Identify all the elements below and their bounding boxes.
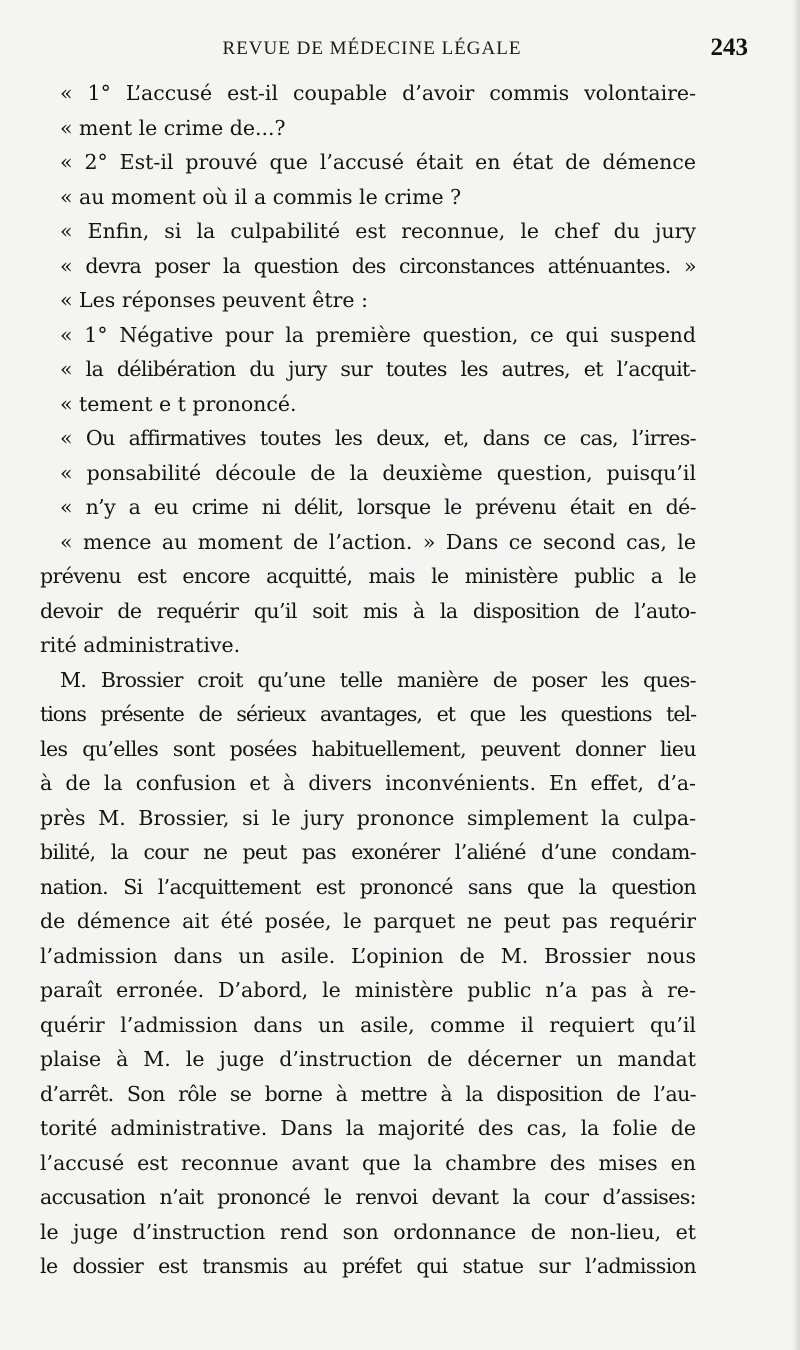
text-line: l’admission dans un asile. L’opinion de M. Brossier nous <box>40 943 696 968</box>
text-line: le dossier est transmis au préfet qui statue sur l’admission <box>40 1254 696 1278</box>
text-line: « ponsabilité découle de la deuxième question, puisqu’il <box>60 460 696 485</box>
text-line: « Ou affirmatives toutes les deux, et, dans ce cas, l’irres- <box>60 426 696 450</box>
text-line: « Enfin, si la culpabilité est reconnue, le chef du jury <box>60 219 696 243</box>
text-line: quérir l’admission dans un asile, comme il requiert qu’il <box>40 1012 696 1037</box>
text-line: « 1° L’accusé est-il coupable d’avoir commis volontaire- <box>60 81 696 105</box>
text-line: « mence au moment de l’action. » Dans ce second cas, le <box>60 529 696 554</box>
text-line: tions présente de sérieux avantages, et que les questions tel- <box>40 702 696 726</box>
text-line: « au moment où il a commis le crime ? <box>60 184 462 209</box>
text-line: d’arrêt. Son rôle se borne à mettre à la disposition de l’au- <box>40 1081 696 1106</box>
text-line: paraît erronée. D’abord, le ministère public n’a pas à re- <box>40 978 696 1002</box>
text-line: à de la confusion et à divers inconvénients. En effet, d’a- <box>40 771 696 795</box>
text-line: accusation n’ait prononcé le renvoi devant la cour d’assises: <box>40 1185 696 1209</box>
text-line: près M. Brossier, si le jury prononce simplement la culpa- <box>40 805 696 830</box>
text-line: rité administrative. <box>40 633 241 657</box>
text-line: « ment le crime de...? <box>60 115 286 140</box>
running-head <box>40 34 748 64</box>
text-line: les qu’elles sont posées habituellement, peuvent donner lieu <box>40 736 696 761</box>
text-line: « Les réponses peuvent être : <box>60 288 368 312</box>
text-line: le juge d’instruction rend son ordonnance de non-lieu, et <box>40 1219 696 1244</box>
text-line: devoir de requérir qu’il soit mis à la disposition de l’auto- <box>40 598 696 623</box>
text-line: « n’y a eu crime ni délit, lorsque le prévenu était en dé- <box>60 495 696 519</box>
text-line: bilité, la cour ne peut pas exonérer l’aliéné d’une condam- <box>40 840 696 864</box>
body-text <box>40 76 696 1284</box>
text-line: nation. Si l’acquittement est prononcé sans que la question <box>40 874 696 899</box>
text-line: prévenu est encore acquitté, mais le ministère public a le <box>40 564 696 588</box>
text-line: « la délibération du jury sur toutes les autres, et l’acquit- <box>60 357 696 381</box>
text-line: plaise à M. le juge d’instruction de décerner un mandat <box>40 1047 696 1071</box>
text-line: « 1° Négative pour la première question, ce qui suspend <box>60 322 696 347</box>
running-title: REVUE DE MÉDECINE LÉGALE <box>222 38 522 59</box>
page-number: 243 <box>710 34 748 61</box>
text-line: de démence ait été posée, le parquet ne peut pas requérir <box>40 909 696 933</box>
text-line: « 2° Est-il prouvé que l’accusé était en état de démence <box>60 150 696 174</box>
text-line: « devra poser la question des circonstances atténuantes. » <box>60 253 696 278</box>
text-line: « tement e t prononcé. <box>60 391 297 416</box>
text-line: torité administrative. Dans la majorité des cas, la folie de <box>40 1116 696 1140</box>
text-line: l’accusé est reconnue avant que la chambre des mises en <box>40 1150 696 1175</box>
text-line: M. Brossier croit qu’une telle manière de poser les ques- <box>60 667 696 692</box>
